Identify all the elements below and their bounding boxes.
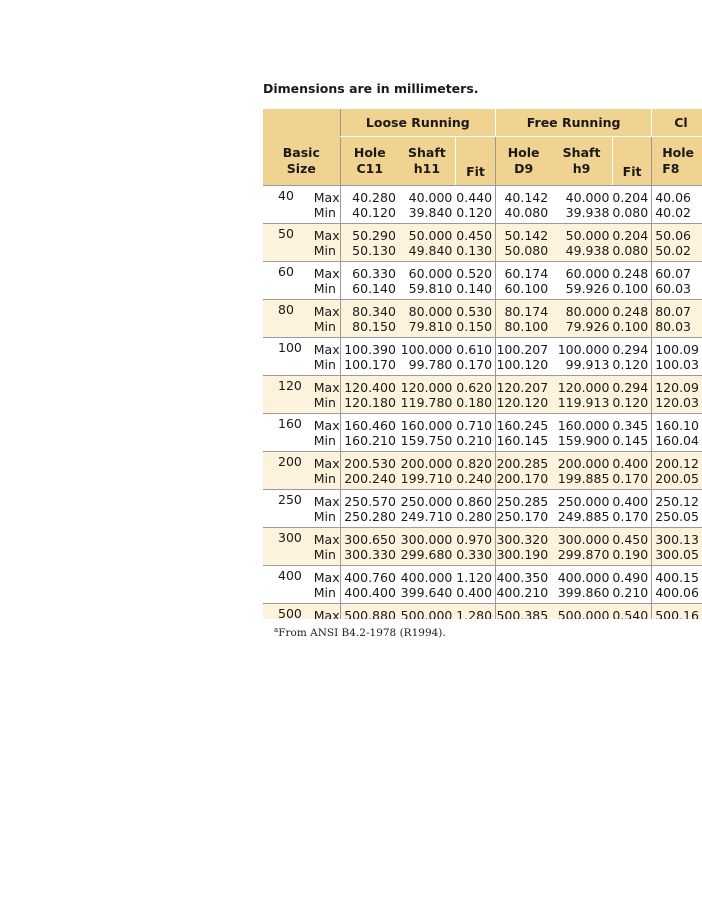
value-cell: 1.120: [455, 566, 495, 586]
value-cell: 80.000: [551, 300, 612, 320]
value-cell: 1.280: [455, 604, 495, 620]
value-cell: 0.140: [456, 281, 493, 296]
value-cell: 0.540: [612, 604, 651, 620]
value-cell: 80.000: [399, 300, 455, 320]
value-cell: 0.100: [612, 281, 649, 296]
value-cell: 50.06: [652, 224, 702, 244]
value-cell: 160.460: [340, 414, 399, 434]
value-cell: 50.130: [340, 243, 399, 262]
fits-table: [263, 109, 702, 619]
value-cell: 400.15: [652, 566, 702, 586]
limit-label: Min: [313, 433, 336, 448]
value-cell: 399.860: [557, 585, 610, 600]
value-cell: 160.04: [652, 433, 702, 452]
header-shaft-h11: Shaft h11: [399, 137, 455, 186]
value-cell: 0.210: [456, 433, 493, 448]
basic-size-cell: 300: [263, 528, 308, 566]
value-cell: 0.150: [455, 319, 495, 338]
value-cell: 60.330: [340, 262, 399, 282]
value-cell: 0.400: [456, 585, 493, 600]
value-cell: 199.710: [399, 471, 455, 490]
value-cell: 400.06: [652, 585, 702, 604]
value-cell: 500.880: [340, 604, 399, 620]
value-cell: 249.710: [400, 509, 453, 524]
value-cell: 0.120: [612, 357, 649, 372]
table-row: [263, 224, 702, 244]
value-cell: 250.280: [340, 509, 399, 528]
header-hole-c11: Hole C11: [340, 137, 399, 186]
value-cell: 50.080: [496, 243, 552, 262]
value-cell: 160.000: [399, 414, 455, 434]
value-cell: 300.320: [496, 528, 552, 548]
value-cell: 0.450: [455, 224, 495, 244]
basic-size-cell: 50: [263, 224, 308, 262]
value-cell: 40.142: [496, 186, 552, 206]
limit-label: Max: [308, 604, 340, 620]
value-cell: 0.080: [612, 243, 651, 262]
value-cell: 399.640: [400, 585, 453, 600]
value-cell: 0.820: [455, 452, 495, 472]
value-cell: 80.174: [496, 300, 552, 320]
value-cell: 200.170: [496, 471, 552, 490]
value-cell: 0.860: [455, 490, 495, 510]
value-cell: 100.03: [652, 357, 702, 376]
table-row: [263, 243, 702, 262]
value-cell: 0.970: [455, 528, 495, 548]
value-cell: 0.190: [612, 547, 651, 566]
value-cell: 50.02: [652, 243, 702, 262]
limit-label: Max: [308, 224, 340, 244]
value-cell: 0.080: [612, 205, 649, 220]
value-cell: 119.780: [399, 395, 455, 414]
value-cell: 0.210: [612, 585, 649, 600]
limit-label: Min: [308, 319, 340, 338]
value-cell: 100.000: [551, 338, 612, 358]
value-cell: 39.938: [565, 205, 610, 220]
value-cell: 50.290: [340, 224, 399, 244]
basic-size-cell: 400: [263, 566, 308, 604]
limit-label: Max: [308, 338, 340, 358]
basic-size-cell: 60: [263, 262, 308, 300]
value-cell: 99.913: [565, 357, 610, 372]
value-cell: 0.440: [456, 190, 493, 205]
value-cell: 99.780: [408, 357, 453, 372]
limit-label: Max: [313, 190, 340, 205]
value-cell: 100.120: [496, 357, 552, 376]
value-cell: 39.840: [408, 205, 453, 220]
value-cell: 500.16: [652, 604, 702, 620]
header-fit-loose: Fit: [455, 137, 495, 186]
value-cell: 120.000: [551, 376, 612, 396]
value-cell: 0.248: [612, 262, 651, 282]
value-cell: 50.000: [551, 224, 612, 244]
limit-label: Min: [308, 395, 340, 414]
value-cell: 50.142: [496, 224, 552, 244]
value-cell: 400.000: [399, 566, 455, 586]
value-cell: 300.13: [652, 528, 702, 548]
value-cell: 400.210: [496, 585, 552, 604]
value-cell: 120.000: [399, 376, 455, 396]
value-cell: 0.400: [612, 490, 651, 510]
value-cell: 200.530: [340, 452, 399, 472]
limit-label: Max: [308, 414, 340, 434]
value-cell: 40.02: [652, 205, 702, 224]
limit-label: Max: [308, 528, 340, 548]
value-cell: 500.000: [551, 604, 612, 620]
value-cell: 250.12: [652, 490, 702, 510]
value-cell: 0.248: [612, 300, 651, 320]
value-cell: 60.140: [340, 281, 399, 300]
value-cell: 159.750: [400, 433, 453, 448]
limit-label: Min: [313, 205, 336, 220]
value-cell: 100.390: [340, 338, 399, 358]
limit-label: Max: [308, 300, 340, 320]
fits-table-container: [263, 109, 702, 619]
value-cell: 0.710: [455, 414, 495, 434]
value-cell: 0.170: [612, 471, 651, 490]
header-fit-free: Fit: [612, 137, 651, 186]
table-row: [263, 585, 702, 604]
value-cell: 250.05: [652, 509, 702, 528]
basic-size-cell: 160: [263, 414, 308, 452]
table-row: [263, 281, 702, 300]
value-cell: 0.170: [612, 509, 649, 524]
value-cell: 100.09: [652, 338, 702, 358]
value-cell: 40.120: [340, 205, 399, 224]
limit-label: Max: [308, 566, 340, 586]
table-row: [263, 262, 702, 282]
corner-cell: [263, 109, 340, 137]
footnote: $^a$From ANSI B4.2-1978 (R1994).: [274, 626, 446, 639]
value-cell: 79.810: [399, 319, 455, 338]
value-cell: 400.000: [551, 566, 612, 586]
value-cell: 400.400: [340, 585, 399, 604]
table-row: [263, 604, 702, 620]
basic-size-cell: 120: [263, 376, 308, 414]
value-cell: 49.840: [399, 243, 455, 262]
limit-label: Min: [308, 471, 340, 490]
value-cell: 80.07: [652, 300, 702, 320]
value-cell: 0.520: [455, 262, 495, 282]
value-cell: 0.620: [455, 376, 495, 396]
value-cell: 0.120: [612, 395, 651, 414]
value-cell: 40.280: [340, 186, 399, 206]
table-row: [263, 509, 702, 528]
value-cell: 0.450: [612, 528, 651, 548]
value-cell: 100.207: [496, 338, 552, 358]
table-row: [263, 357, 702, 376]
value-cell: 200.000: [399, 452, 455, 472]
value-cell: 0.400: [612, 452, 651, 472]
value-cell: 400.760: [340, 566, 399, 586]
header-hole-f8: Hole F8: [652, 137, 702, 186]
limit-label: Max: [308, 262, 340, 282]
value-cell: 0.610: [455, 338, 495, 358]
group-header-loose-running: Loose Running: [340, 109, 495, 137]
value-cell: 59.810: [408, 281, 453, 296]
table-row: [263, 452, 702, 472]
value-cell: 40.06: [652, 186, 702, 206]
header-hole-d9: Hole D9: [496, 137, 552, 186]
value-cell: 0.145: [612, 433, 649, 448]
value-cell: 0.345: [612, 414, 651, 434]
value-cell: 0.100: [612, 319, 651, 338]
value-cell: 120.400: [340, 376, 399, 396]
value-cell: 300.190: [496, 547, 552, 566]
group-header-close-running: Cl: [652, 109, 702, 137]
table-row: [263, 471, 702, 490]
basic-size-cell: 500: [263, 604, 308, 620]
table-row: [263, 395, 702, 414]
value-cell: 0.204: [612, 224, 651, 244]
value-cell: 0.130: [455, 243, 495, 262]
value-cell: 80.150: [340, 319, 399, 338]
limit-label: Min: [313, 357, 336, 372]
table-row: [263, 490, 702, 510]
value-cell: 0.330: [455, 547, 495, 566]
table-row: [263, 433, 702, 452]
basic-size-cell: 200: [263, 452, 308, 490]
value-cell: 299.870: [551, 547, 612, 566]
value-cell: 300.05: [652, 547, 702, 566]
value-cell: 80.03: [652, 319, 702, 338]
value-cell: 100.170: [340, 357, 399, 376]
value-cell: 0.180: [455, 395, 495, 414]
value-cell: 50.000: [399, 224, 455, 244]
value-cell: 300.650: [340, 528, 399, 548]
basic-size-cell: 80: [263, 300, 308, 338]
value-cell: 80.100: [496, 319, 552, 338]
value-cell: 119.913: [551, 395, 612, 414]
table-row: [263, 300, 702, 320]
value-cell: 0.294: [612, 338, 651, 358]
value-cell: 0.240: [455, 471, 495, 490]
value-cell: 250.170: [496, 509, 552, 528]
table-row: [263, 547, 702, 566]
table-row: [263, 566, 702, 586]
value-cell: 60.174: [496, 262, 552, 282]
value-cell: 400.350: [496, 566, 552, 586]
group-header-free-running: Free Running: [496, 109, 652, 137]
value-cell: 60.07: [652, 262, 702, 282]
value-cell: 200.240: [340, 471, 399, 490]
value-cell: 200.05: [652, 471, 702, 490]
table-row: [263, 376, 702, 396]
value-cell: 100.000: [399, 338, 455, 358]
table-caption: Dimensions are in millimeters.: [263, 81, 479, 96]
value-cell: 500.385: [496, 604, 552, 620]
value-cell: 250.000: [551, 490, 612, 510]
value-cell: 120.09: [652, 376, 702, 396]
header-basic-size: Basic Size: [263, 137, 340, 186]
value-cell: 160.210: [340, 433, 399, 452]
value-cell: 160.000: [551, 414, 612, 434]
value-cell: 0.170: [456, 357, 493, 372]
value-cell: 159.900: [557, 433, 610, 448]
basic-size-cell: 250: [263, 490, 308, 528]
table-row: [263, 186, 702, 206]
value-cell: 0.120: [456, 205, 493, 220]
table-row: [263, 205, 702, 224]
value-cell: 59.926: [565, 281, 610, 296]
value-cell: 200.12: [652, 452, 702, 472]
limit-label: Min: [313, 509, 336, 524]
value-cell: 120.120: [496, 395, 552, 414]
value-cell: 40.000: [408, 190, 453, 205]
value-cell: 250.285: [496, 490, 552, 510]
value-cell: 300.330: [340, 547, 399, 566]
value-cell: 40.080: [496, 205, 552, 224]
value-cell: 250.570: [340, 490, 399, 510]
limit-label: Max: [308, 452, 340, 472]
value-cell: 120.180: [340, 395, 399, 414]
header-shaft-h9: Shaft h9: [551, 137, 612, 186]
value-cell: 0.294: [612, 376, 651, 396]
value-cell: 0.490: [612, 566, 651, 586]
value-cell: 60.000: [551, 262, 612, 282]
value-cell: 49.938: [551, 243, 612, 262]
value-cell: 60.03: [652, 281, 702, 300]
value-cell: 300.000: [551, 528, 612, 548]
value-cell: 60.000: [399, 262, 455, 282]
value-cell: 299.680: [399, 547, 455, 566]
value-cell: 160.145: [496, 433, 552, 452]
limit-label: Min: [308, 243, 340, 262]
value-cell: 300.000: [399, 528, 455, 548]
value-cell: 120.03: [652, 395, 702, 414]
value-cell: 0.204: [612, 190, 649, 205]
basic-size-cell: 40: [278, 188, 294, 203]
table-row: [263, 414, 702, 434]
basic-size-cell: 100: [263, 338, 308, 376]
value-cell: 0.530: [455, 300, 495, 320]
value-cell: 500.000: [399, 604, 455, 620]
limit-label: Min: [313, 281, 336, 296]
limit-label: Min: [313, 585, 336, 600]
value-cell: 200.285: [496, 452, 552, 472]
value-cell: 120.207: [496, 376, 552, 396]
value-cell: 250.000: [399, 490, 455, 510]
table-row: [263, 338, 702, 358]
value-cell: 160.245: [496, 414, 552, 434]
value-cell: 40.000: [565, 190, 610, 205]
value-cell: 60.100: [496, 281, 552, 300]
value-cell: 80.340: [340, 300, 399, 320]
value-cell: 160.10: [652, 414, 702, 434]
value-cell: 0.280: [456, 509, 493, 524]
value-cell: 200.000: [551, 452, 612, 472]
limit-label: Max: [308, 490, 340, 510]
table-row: [263, 528, 702, 548]
limit-label: Min: [308, 547, 340, 566]
value-cell: 79.926: [551, 319, 612, 338]
value-cell: 199.885: [551, 471, 612, 490]
value-cell: 249.885: [557, 509, 610, 524]
limit-label: Max: [308, 376, 340, 396]
table-row: [263, 319, 702, 338]
table-body: [263, 186, 702, 620]
